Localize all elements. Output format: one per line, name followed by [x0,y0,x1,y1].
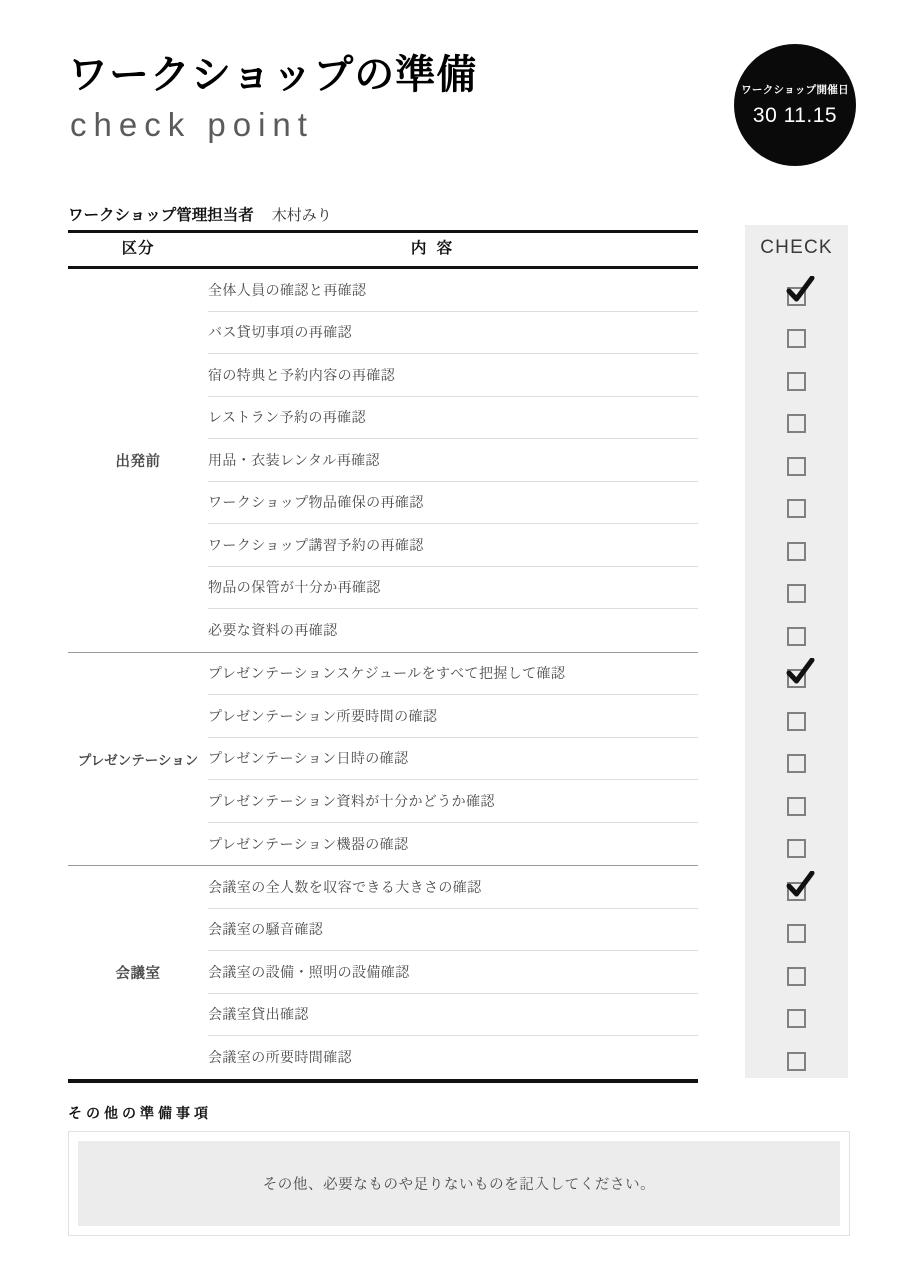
table-row: ワークショップ物品確保の再確認 [208,482,698,525]
table-row: ワークショップ講習予約の再確認 [208,524,698,567]
check-cell[interactable] [745,445,848,488]
check-cell[interactable] [745,913,848,956]
group-rows [208,269,698,652]
checkbox-icon[interactable] [787,457,806,476]
checkbox-icon[interactable] [787,967,806,986]
checkbox-checked-icon[interactable] [787,287,806,306]
table-row: レストラン予約の再確認 [208,397,698,440]
checkbox-icon[interactable] [787,499,806,518]
content-column-header: 内 容 [410,240,456,257]
table-row: プレゼンテーション日時の確認 [208,738,698,781]
checkbox-checked-icon[interactable] [787,882,806,901]
check-cell[interactable] [745,615,848,658]
check-cell[interactable] [745,700,848,743]
check-cell[interactable] [745,403,848,446]
page-title: ワークショップの準備 [68,53,478,97]
checklist-table [68,228,698,1083]
table-row: 会議室の所要時間確認 [208,1049,352,1066]
checkbox-icon[interactable] [787,627,806,646]
table-row: 必要な資料の再確認 [208,622,338,639]
check-cell[interactable] [745,658,848,701]
table-row: 用品・衣装レンタル再確認 [208,439,698,482]
check-cell[interactable] [745,870,848,913]
checkbox-icon[interactable] [787,414,806,433]
checkbox-icon[interactable] [787,712,806,731]
category-column-header: 区分 [121,240,155,257]
table-row: 会議室貸出確認 [208,994,698,1037]
table-group [68,653,698,867]
check-cell[interactable] [745,360,848,403]
page-header [68,52,708,145]
check-cell[interactable] [745,530,848,573]
checkbox-icon[interactable] [787,839,806,858]
table-body [68,269,698,1083]
group-label: 会議室 [115,965,161,982]
workshop-date-label: ワークショップ開催日 [741,84,849,96]
check-cell[interactable] [745,318,848,361]
checkbox-icon[interactable] [787,754,806,773]
group-label: 出発前 [115,453,161,470]
other-notes-box[interactable] [68,1131,850,1236]
table-row: 全体人員の確認と再確認 [208,269,698,312]
table-group [68,269,698,653]
check-panel [745,225,848,1078]
table-header-row [68,228,698,269]
checkbox-icon[interactable] [787,797,806,816]
checkbox-icon[interactable] [787,924,806,943]
check-cell[interactable] [745,573,848,616]
other-notes-placeholder: その他、必要なものや足りないものを記入してください。 [78,1141,840,1226]
check-cell[interactable] [745,1040,848,1083]
table-row: 会議室の騒音確認 [208,909,698,952]
group-label: プレゼンテーション [77,752,199,768]
checkbox-icon[interactable] [787,542,806,561]
other-notes-title: その他の準備事項 [68,1105,212,1121]
checkbox-list [745,275,848,1083]
table-row: プレゼンテーション資料が十分かどうか確認 [208,780,698,823]
check-cell[interactable] [745,955,848,998]
workshop-date-badge [734,44,856,166]
check-cell[interactable] [745,488,848,531]
checkbox-icon[interactable] [787,584,806,603]
check-column-header: CHECK [760,237,833,258]
table-group [68,866,698,1083]
manager-label: ワークショップ管理担当者 [68,207,254,224]
table-row: プレゼンテーション所要時間の確認 [208,695,698,738]
checkbox-icon[interactable] [787,1009,806,1028]
table-row: バス貸切事項の再確認 [208,312,698,355]
checkbox-checked-icon[interactable] [787,669,806,688]
table-row: 会議室の全人数を収容できる大きさの確認 [208,866,698,909]
check-cell[interactable] [745,275,848,318]
table-row: 物品の保管が十分か再確認 [208,567,698,610]
check-cell[interactable] [745,743,848,786]
group-rows [208,653,698,866]
checkbox-icon[interactable] [787,1052,806,1071]
group-rows [208,866,698,1079]
table-row: 宿の特典と予約内容の再確認 [208,354,698,397]
table-row: プレゼンテーションスケジュールをすべて把握して確認 [208,653,698,696]
checkbox-icon[interactable] [787,329,806,348]
check-cell[interactable] [745,998,848,1041]
table-row: プレゼンテーション機器の確認 [208,835,409,852]
check-cell[interactable] [745,828,848,871]
page-subtitle: check point [70,106,314,143]
table-row: 会議室の設備・照明の設備確認 [208,951,698,994]
workshop-date-value: 30 11.15 [752,104,838,127]
checkbox-icon[interactable] [787,372,806,391]
manager-name-field[interactable]: 木村みり [271,207,332,224]
check-cell[interactable] [745,785,848,828]
